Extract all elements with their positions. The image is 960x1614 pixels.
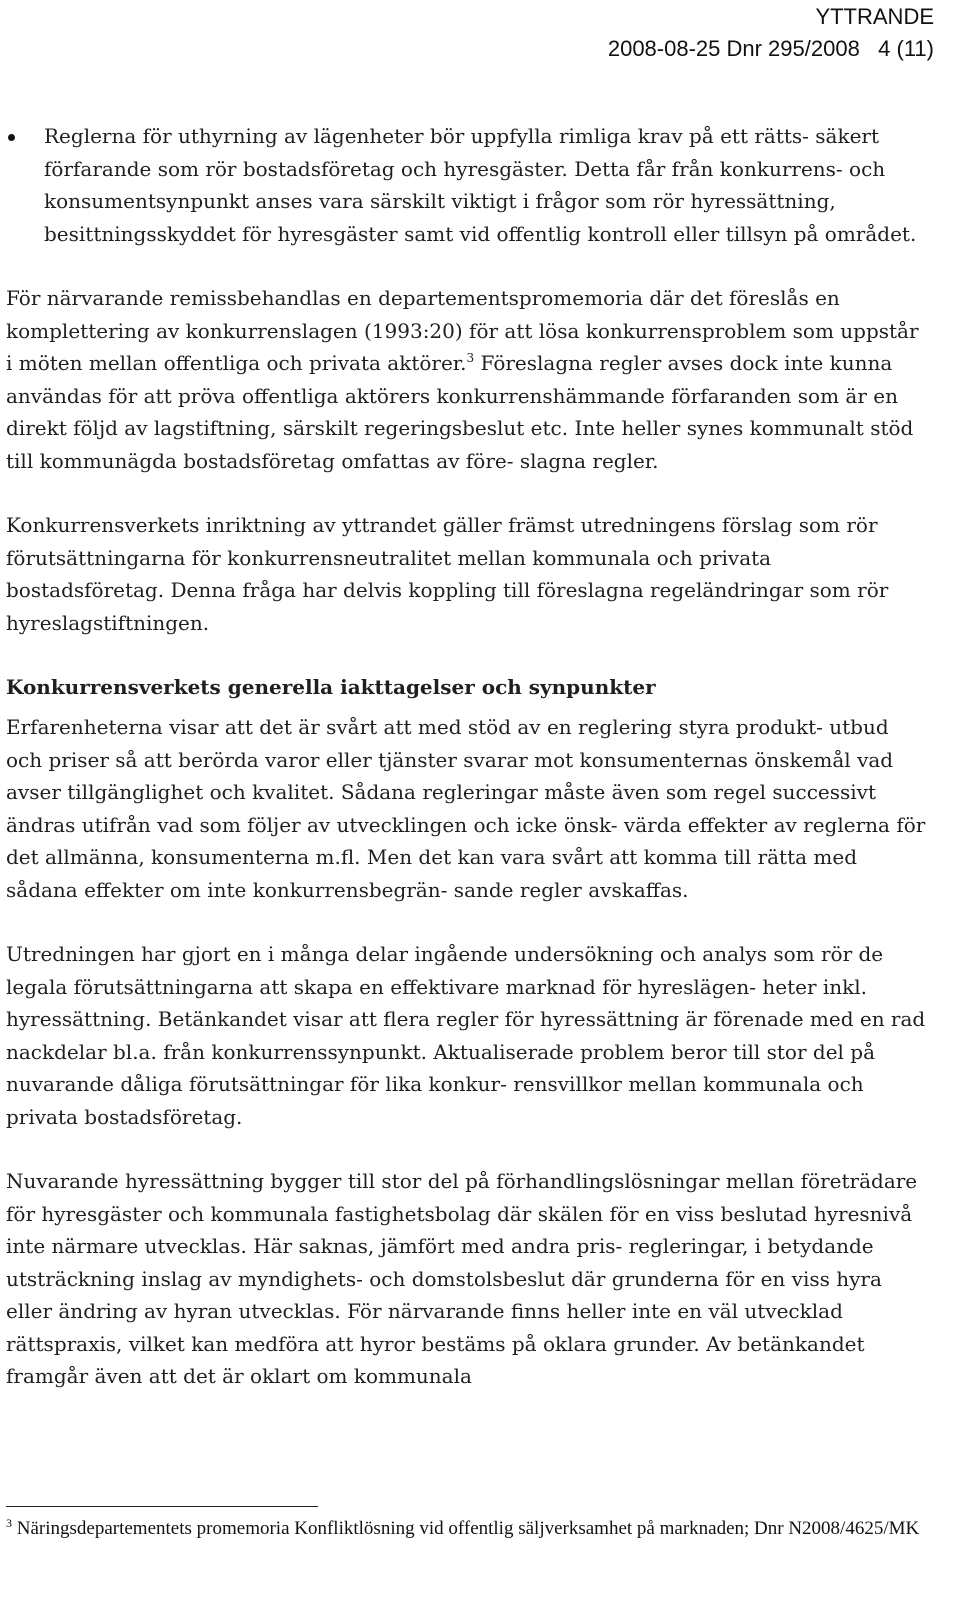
bullet-icon	[8, 134, 15, 141]
paragraph-remiss-continued: Föreslagna regler avses dock inte kunna användas för att pröva offentliga aktörers konkurrenshämmande förfaranden som är en direkt följd av lagstiftning, särskilt regeringsbeslut etc. Inte heller synes kommunalt stöd till kommunägda bostadsföretag omfattas av före- slagna regler.	[6, 351, 914, 473]
footnote-number: 3	[6, 1516, 12, 1530]
paragraph-inriktning: Konkurrensverkets inriktning av yttrandet gäller främst utredningens förslag som rör förutsättningarna för konkurrensneutralitet mellan kommunala och privata bostadsföretag. Denna fråga har delvis koppling till föreslagna regeländringar som rör hyreslagstiftningen.	[6, 513, 889, 635]
bullet-text: Reglerna för uthyrning av lägenheter bör uppfylla rimliga krav på ett rätts- säkert förfarande som rör bostadsföretag och hyresgäster. Detta får från konkurrens- och konsumentsynpunkt anses vara särskilt viktigt i frågor som rör hyressättning, besittningsskyddet för hyresgäster samt vid offentlig kontroll eller tillsyn på området.	[44, 124, 917, 246]
paragraph-erfarenheter: Erfarenheterna visar att det är svårt att med stöd av en reglering styra produkt- utbud och priser så att berörda varor eller tjänster svarar mot konsumenternas önskemål vad avser tillgänglighet och kvalitet. Sådana regleringar måste även som regel successivt ändras utifrån vad som följer av utvecklingen och icke önsk- värda effekter av reglerna för det allmänna, konsumenterna m.fl. Men det kan vara svårt att komma till rätta med sådana effekter om inte konkurrensbegrän- sande regler avskaffas.	[6, 715, 926, 902]
footnote-reference[interactable]: 3	[466, 351, 475, 365]
paragraph-utredningen: Utredningen har gjort en i många delar ingående undersökning och analys som rör de legala förutsättningarna att skapa en effektivare marknad för hyreslägen- heter inkl. hyressättning. Betänkandet visar att flera regler för hyressättning är förenade med en rad nackdelar bl.a. från konkurrenssynpunkt. Aktualiserade problem beror till stor del på nuvarande dåliga förutsättningar för lika konkur- rensvillkor mellan kommunala och privata bostadsföretag.	[6, 942, 926, 1129]
document-meta: 2008-08-25 Dnr 295/2008 4 (11)	[607, 36, 934, 61]
document-body	[6, 120, 926, 1393]
footnote-divider	[6, 1506, 318, 1507]
footnote-text: Näringsdepartementets promemoria Konfliktlösning vid offentlig säljverksamhet på marknaden; Dnr N2008/4625/MK	[12, 1518, 920, 1539]
bullet-list	[6, 120, 926, 250]
paragraph-remiss	[6, 282, 926, 477]
page-header	[608, 0, 934, 66]
footnote	[6, 1516, 926, 1542]
section-heading: Konkurrensverkets generella iakttagelser och synpunkter	[6, 675, 656, 699]
document-type: YTTRANDE	[815, 4, 934, 29]
paragraph-remiss-text: För närvarande remissbehandlas en departementspromemoria där det föreslås en komplettering av konkurrenslagen (1993:20) för att lösa konkurrensproblem som uppstår i möten mellan offentliga och privata aktörer.	[6, 286, 919, 375]
paragraph-hyressattning: Nuvarande hyressättning bygger till stor del på förhandlingslösningar mellan företrädare för hyresgäster och kommunala fastighetsbolag där skälen för en viss beslutad hyresnivå inte närmare utvecklas. Här saknas, jämfört med andra pris- regleringar, i betydande utsträckning inslag av myndighets- och domstolsbeslut där grunderna för en viss hyra eller ändring av hyran utvecklas. För närvarande finns heller inte en väl utvecklad rättspraxis, vilket kan medföra att hyror bestäms på oklara grunder. Av betänkandet framgår även att det är oklart om kommunala	[6, 1169, 918, 1388]
bullet-item	[6, 120, 926, 250]
